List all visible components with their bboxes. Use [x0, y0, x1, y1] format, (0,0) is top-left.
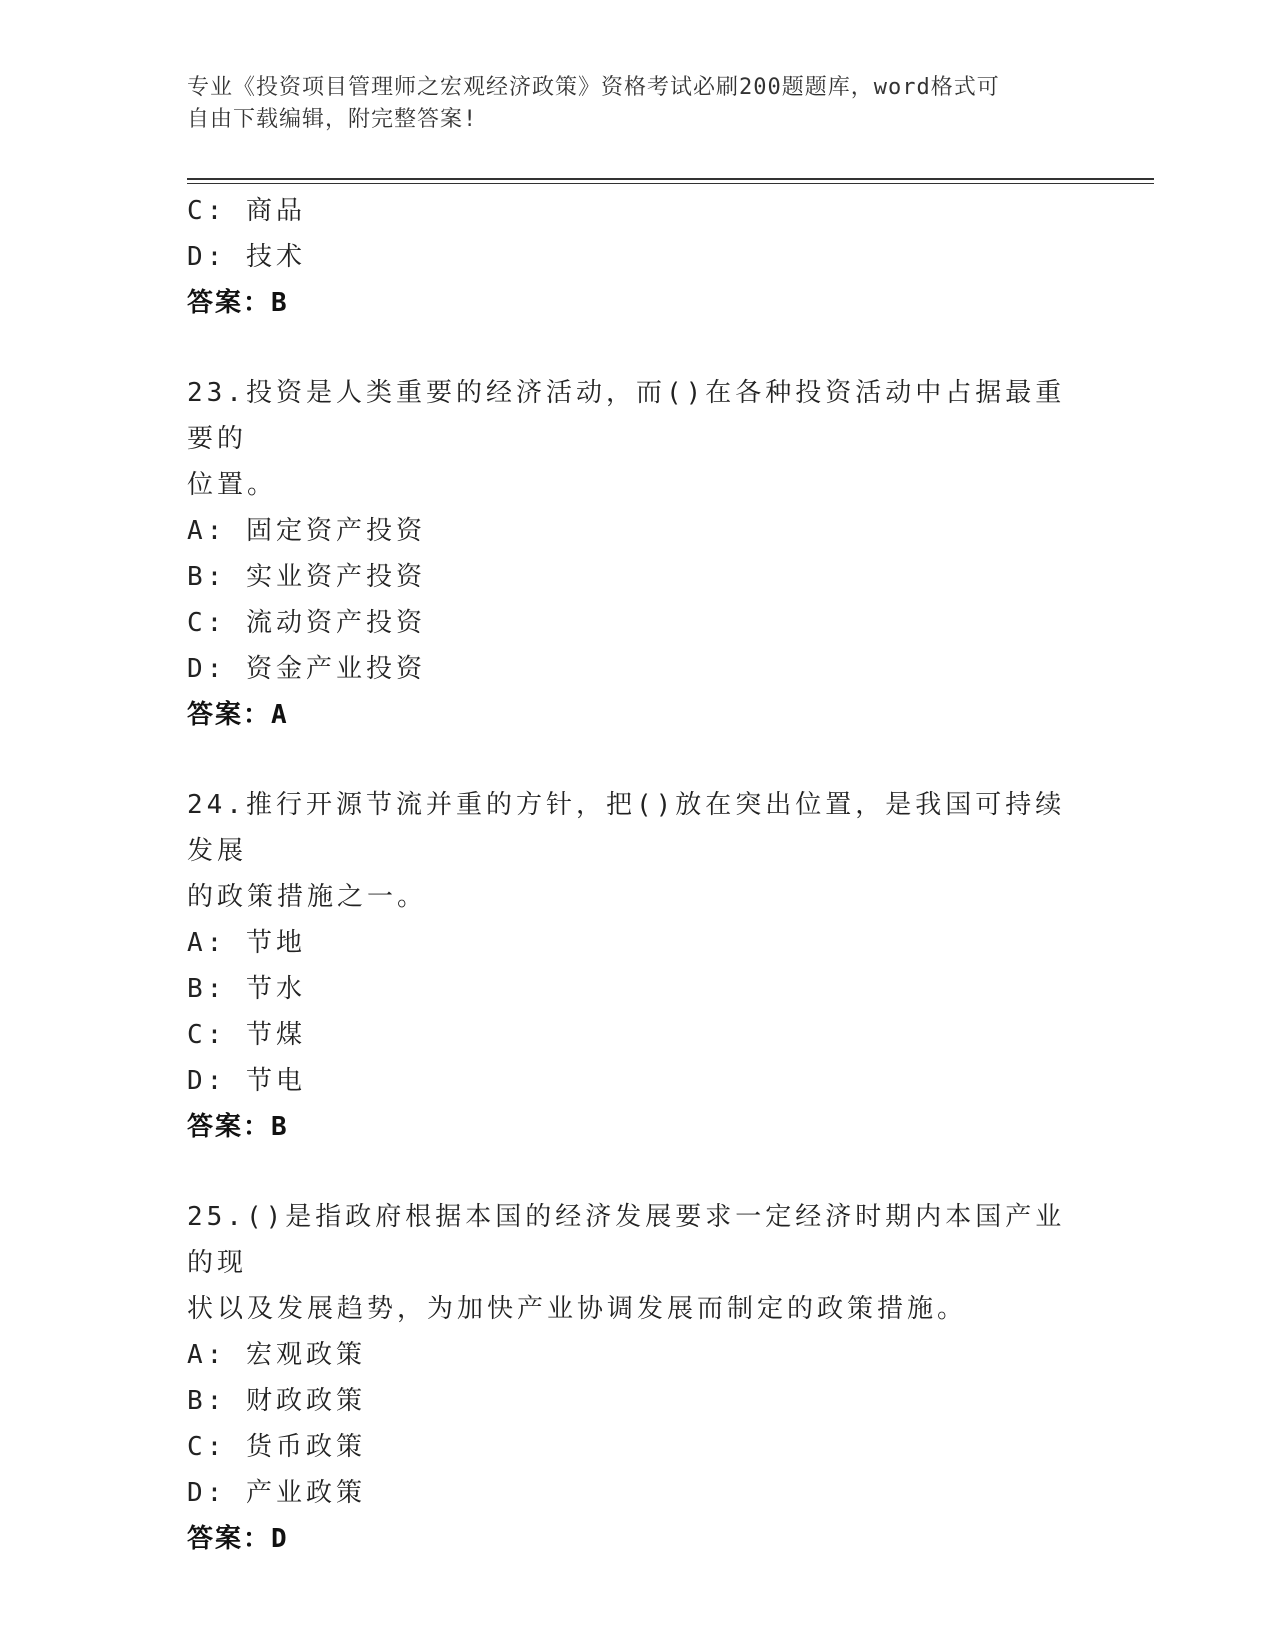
header-line-2: 自由下载编辑，附完整答案! — [187, 107, 478, 132]
answer-label: 答案：B — [187, 288, 289, 318]
option-a: A: 宏观政策 — [187, 1340, 366, 1370]
option-b: B: 节水 — [187, 974, 306, 1004]
option-d: D: 节电 — [187, 1066, 306, 1096]
answer-label: 答案：A — [187, 700, 289, 730]
question-text-line-1: 23.投资是人类重要的经济活动，而()在各种投资活动中占据最重要的 — [187, 378, 1066, 454]
answer-label: 答案：D — [187, 1524, 289, 1554]
question-text-line-2: 位置。 — [187, 470, 278, 500]
question-list — [187, 188, 1087, 1562]
option-b: B: 实业资产投资 — [187, 562, 426, 592]
option-a: A: 节地 — [187, 928, 306, 958]
question-text-line-2: 状以及发展趋势，为加快产业协调发展而制定的政策措施。 — [187, 1294, 968, 1324]
question-text-line-1: 25.()是指政府根据本国的经济发展要求一定经济时期内本国产业的现 — [187, 1202, 1066, 1278]
question-22-tail — [187, 188, 1087, 326]
page-header — [187, 72, 1067, 136]
question-text-line-2: 的政策措施之一。 — [187, 882, 428, 912]
option-c: C: 商品 — [187, 196, 306, 226]
option-b: B: 财政政策 — [187, 1386, 366, 1416]
option-d: D: 资金产业投资 — [187, 654, 426, 684]
answer-label: 答案：B — [187, 1112, 289, 1142]
spacer — [187, 738, 1087, 782]
question-25 — [187, 1194, 1087, 1562]
spacer — [187, 326, 1087, 370]
option-c: C: 货币政策 — [187, 1432, 366, 1462]
question-23 — [187, 370, 1087, 738]
header-line-1: 专业《投资项目管理师之宏观经济政策》资格考试必刷200题题库，word格式可 — [187, 75, 1000, 100]
header-divider-thin — [187, 183, 1154, 184]
option-d: D: 产业政策 — [187, 1478, 366, 1508]
spacer — [187, 1150, 1087, 1194]
question-text-line-1: 24.推行开源节流并重的方针，把()放在突出位置，是我国可持续发展 — [187, 790, 1066, 866]
question-24 — [187, 782, 1087, 1150]
option-a: A: 固定资产投资 — [187, 516, 426, 546]
option-c: C: 流动资产投资 — [187, 608, 426, 638]
option-c: C: 节煤 — [187, 1020, 306, 1050]
header-divider-thick — [187, 178, 1154, 180]
option-d: D: 技术 — [187, 242, 306, 272]
